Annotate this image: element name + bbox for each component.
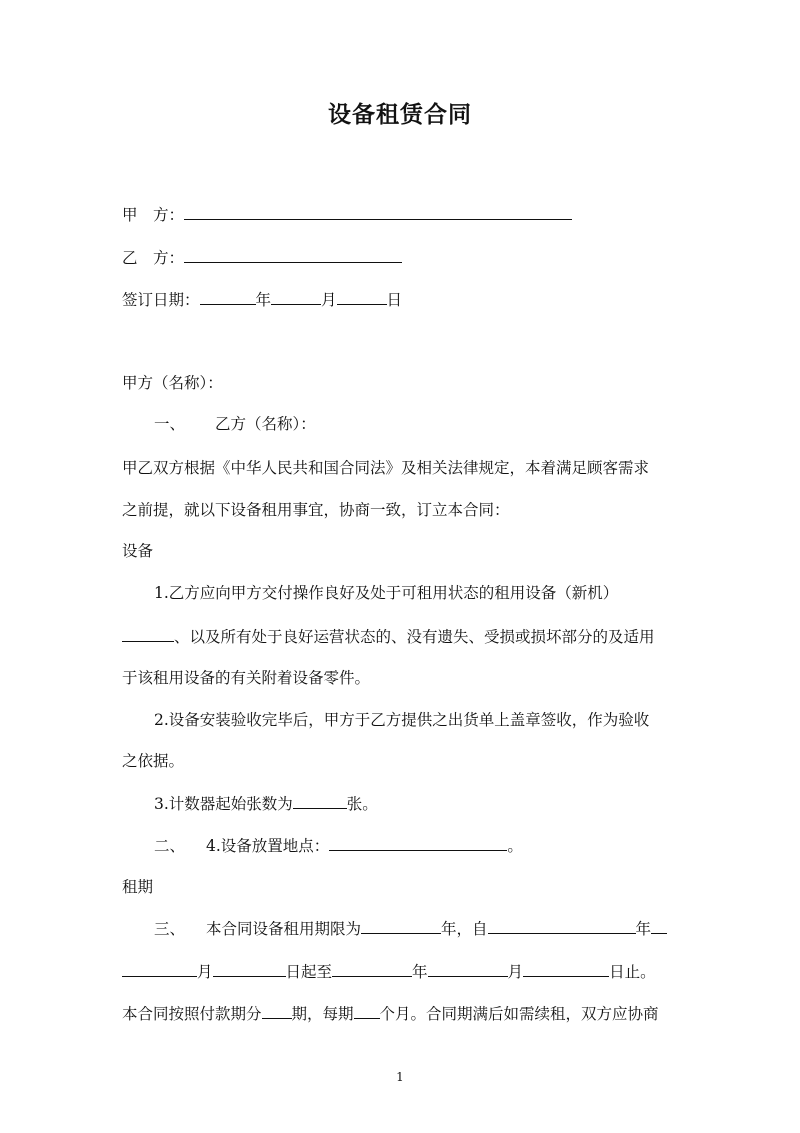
payment-rest: 个月。合同期满后如需续租，双方应协商 bbox=[379, 1005, 659, 1023]
section3-line-2 bbox=[122, 961, 656, 982]
payment-months-blank[interactable] bbox=[354, 1003, 380, 1019]
section3-text: 本合同设备租用期限为 bbox=[206, 920, 362, 938]
payment-mid: 期，每期 bbox=[291, 1005, 354, 1023]
section3-year3: 年 bbox=[412, 963, 428, 981]
sign-date-label: 签订日期： bbox=[122, 291, 200, 309]
section2-end: 。 bbox=[507, 837, 523, 855]
term-years-blank[interactable] bbox=[361, 918, 441, 934]
end-day-blank[interactable] bbox=[523, 961, 609, 977]
item2-line-2: 之依据。 bbox=[122, 752, 185, 770]
page-number: 1 bbox=[396, 1070, 404, 1084]
section1-line bbox=[154, 414, 316, 434]
payment-line bbox=[122, 1003, 659, 1024]
section3-number: 三、 bbox=[154, 920, 186, 938]
start-day-blank[interactable] bbox=[213, 961, 286, 977]
page-title: 设备租赁合同 bbox=[328, 101, 472, 128]
end-month-blank[interactable] bbox=[428, 961, 508, 977]
sign-month-blank[interactable] bbox=[271, 289, 321, 305]
item1-line-3: 于该租用设备的有关附着设备零件。 bbox=[122, 669, 371, 687]
item1-model-blank[interactable] bbox=[122, 626, 174, 642]
party-a-line bbox=[122, 204, 572, 225]
preamble-line-2: 之前提，就以下设备租用事宜，协商一致，订立本合同： bbox=[122, 501, 510, 519]
section2-line bbox=[154, 835, 523, 856]
section1-number: 一、 bbox=[154, 415, 186, 433]
sign-month-label: 月 bbox=[321, 291, 337, 309]
heading-term: 租期 bbox=[122, 878, 154, 896]
item3-line bbox=[154, 793, 378, 814]
sign-year-blank[interactable] bbox=[200, 289, 256, 305]
end-year-blank[interactable] bbox=[332, 961, 412, 977]
start-month-blank-a[interactable] bbox=[651, 918, 667, 934]
item3-text: 3.计数器起始张数为 bbox=[154, 795, 293, 813]
item1-line-2 bbox=[122, 626, 655, 647]
sign-year-label: 年 bbox=[255, 291, 272, 309]
section2-text: 4.设备放置地点： bbox=[206, 837, 330, 855]
party-b-line bbox=[122, 247, 402, 268]
section3-line-1 bbox=[154, 918, 667, 939]
preamble-line-1: 甲乙双方根据《中华人民共和国合同法》及相关法律规定，本着满足顾客需求 bbox=[122, 459, 650, 477]
sign-day-label: 日 bbox=[386, 291, 403, 309]
section3-year2: 年 bbox=[635, 920, 652, 938]
payment-periods-blank[interactable] bbox=[262, 1003, 292, 1019]
section3-month: 月 bbox=[197, 963, 213, 981]
payment-text: 本合同按照付款期分 bbox=[122, 1005, 262, 1023]
sign-date-line bbox=[122, 289, 402, 310]
item3-count-blank[interactable] bbox=[293, 793, 347, 809]
start-year-blank[interactable] bbox=[488, 918, 636, 934]
party-b-blank[interactable] bbox=[184, 247, 402, 263]
location-blank[interactable] bbox=[329, 835, 507, 851]
item2-line-1: 2.设备安装验收完毕后，甲方于乙方提供之出货单上盖章签收，作为验收 bbox=[154, 711, 650, 729]
section1-text: 乙方（名称）： bbox=[215, 415, 316, 433]
heading-equipment: 设备 bbox=[122, 542, 154, 560]
item3-end: 张。 bbox=[346, 795, 378, 813]
section3-month2: 月 bbox=[507, 963, 524, 981]
party-a-name-line: 甲方（名称）： bbox=[122, 374, 223, 392]
party-a-blank[interactable] bbox=[184, 204, 572, 220]
item1-line-2-text: 、以及所有处于良好运营状态的、没有遗失、受损或损坏部分的及适用 bbox=[174, 628, 655, 646]
section2-number: 二、 bbox=[154, 837, 186, 855]
start-month-blank-b[interactable] bbox=[122, 961, 197, 977]
party-a-label: 甲 方： bbox=[122, 206, 185, 224]
item1-line-1: 1.乙方应向甲方交付操作良好及处于可租用状态的租用设备（新机） bbox=[154, 584, 619, 602]
sign-day-blank[interactable] bbox=[337, 289, 387, 305]
party-b-label: 乙 方： bbox=[122, 249, 185, 267]
section3-year-from: 年，自 bbox=[441, 920, 488, 938]
section3-from: 日起至 bbox=[285, 963, 333, 981]
section3-end: 日止。 bbox=[609, 963, 656, 981]
